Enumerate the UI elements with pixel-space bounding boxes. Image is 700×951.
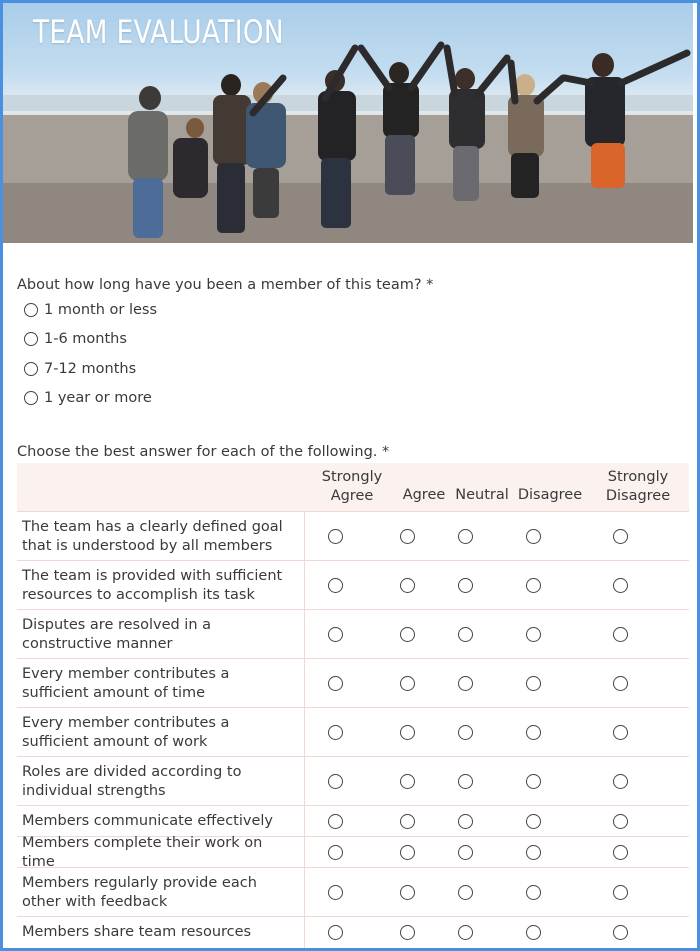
radio-button-neutral[interactable] [458, 814, 473, 829]
matrix-row [17, 756, 689, 806]
matrix-cell-disagree [513, 610, 553, 659]
question2-label: Choose the best answer for each of the following. * [17, 444, 390, 460]
matrix-cell-strongly-agree [315, 610, 355, 659]
row-statement: Members regularly provide each other with feedback [22, 874, 257, 910]
radio-button-strongly-agree[interactable] [328, 676, 343, 691]
radio-button[interactable] [24, 303, 38, 317]
matrix-cell-neutral [445, 512, 485, 561]
radio-button-agree[interactable] [400, 529, 415, 544]
option-label: 1-6 months [44, 331, 127, 347]
question1-label: About how long have you been a member of this team? * [17, 277, 434, 293]
matrix-cell-strongly-disagree [600, 512, 640, 561]
radio-button-neutral[interactable] [458, 529, 473, 544]
matrix-row-label [17, 610, 305, 659]
column-header-strongly-disagree: Strongly Disagree [605, 469, 671, 504]
radio-button-agree[interactable] [400, 627, 415, 642]
matrix-row [17, 609, 689, 659]
matrix-cell-neutral [445, 561, 485, 610]
row-statement: The team is provided with sufficient resources to accomplish its task [22, 567, 283, 603]
option-1-year-or-more[interactable] [24, 388, 152, 408]
matrix-row-label [17, 917, 305, 948]
radio-button-strongly-disagree[interactable] [613, 845, 628, 860]
matrix-row-label [17, 708, 305, 757]
matrix-cell-disagree [513, 757, 553, 806]
matrix-row [17, 916, 689, 948]
matrix-cell-neutral [445, 837, 485, 868]
row-statement: Every member contributes a sufficient amount of work [22, 714, 230, 750]
radio-button-agree[interactable] [400, 676, 415, 691]
matrix-cell-agree [387, 837, 427, 868]
row-statement: Disputes are resolved in a constructive manner [22, 616, 212, 652]
radio-button[interactable] [24, 332, 38, 346]
matrix-cell-strongly-agree [315, 659, 355, 708]
radio-button-disagree[interactable] [526, 925, 541, 940]
matrix-cell-neutral [445, 659, 485, 708]
option-1-month-or-less[interactable] [24, 300, 157, 320]
radio-button-strongly-agree[interactable] [328, 774, 343, 789]
radio-button-strongly-agree[interactable] [328, 725, 343, 740]
radio-button-strongly-agree[interactable] [328, 529, 343, 544]
matrix-cell-disagree [513, 917, 553, 948]
matrix-cell-strongly-agree [315, 868, 355, 917]
radio-button-agree[interactable] [400, 885, 415, 900]
matrix-cell-strongly-agree [315, 561, 355, 610]
matrix-row-label [17, 512, 305, 561]
column-header-agree: Agree [402, 486, 446, 503]
radio-button-neutral[interactable] [458, 725, 473, 740]
matrix-cell-disagree [513, 837, 553, 868]
matrix-cell-strongly-disagree [600, 757, 640, 806]
row-statement: The team has a clearly defined goal that is understood by all members [22, 518, 283, 554]
option-label: 1 month or less [44, 302, 158, 318]
matrix-cell-strongly-disagree [600, 917, 640, 948]
radio-button-disagree[interactable] [526, 845, 541, 860]
matrix-cell-agree [387, 868, 427, 917]
radio-button-strongly-disagree[interactable] [613, 814, 628, 829]
radio-button-disagree[interactable] [526, 885, 541, 900]
matrix-cell-disagree [513, 868, 553, 917]
matrix-row-label [17, 806, 305, 837]
matrix-cell-agree [387, 659, 427, 708]
radio-button-strongly-disagree[interactable] [613, 925, 628, 940]
radio-button-agree[interactable] [400, 725, 415, 740]
matrix-row-label [17, 757, 305, 806]
radio-button-strongly-disagree[interactable] [613, 627, 628, 642]
option-label: 7-12 months [44, 361, 137, 377]
radio-button-strongly-agree[interactable] [328, 885, 343, 900]
radio-button-neutral[interactable] [458, 774, 473, 789]
matrix-cell-neutral [445, 610, 485, 659]
matrix-cell-strongly-disagree [600, 868, 640, 917]
matrix-cell-agree [387, 512, 427, 561]
radio-button-strongly-disagree[interactable] [613, 885, 628, 900]
matrix-cell-strongly-disagree [600, 659, 640, 708]
radio-button-neutral[interactable] [458, 578, 473, 593]
column-header-strongly-agree: Strongly Agree [321, 469, 383, 504]
radio-button-neutral[interactable] [458, 627, 473, 642]
radio-button-strongly-agree[interactable] [328, 925, 343, 940]
option-1-6-months[interactable] [24, 329, 127, 349]
matrix-cell-disagree [513, 512, 553, 561]
radio-button[interactable] [24, 391, 38, 405]
matrix-row [17, 511, 689, 561]
matrix-cell-disagree [513, 708, 553, 757]
matrix-cell-agree [387, 610, 427, 659]
radio-button-agree[interactable] [400, 774, 415, 789]
matrix-row [17, 836, 689, 868]
row-statement: Members share team resources [22, 924, 252, 940]
matrix-cell-strongly-agree [315, 917, 355, 948]
matrix-row-label [17, 561, 305, 610]
page-title: TEAM EVALUATION [33, 13, 284, 51]
matrix-cell-disagree [513, 806, 553, 837]
matrix-row [17, 707, 689, 757]
radio-button-strongly-disagree[interactable] [613, 578, 628, 593]
matrix-row [17, 658, 689, 708]
matrix-cell-disagree [513, 659, 553, 708]
row-statement: Members complete their work on time [22, 834, 263, 870]
radio-button-disagree[interactable] [526, 725, 541, 740]
matrix-cell-strongly-agree [315, 757, 355, 806]
matrix-cell-neutral [445, 917, 485, 948]
matrix-cell-neutral [445, 806, 485, 837]
matrix-cell-neutral [445, 757, 485, 806]
radio-button-agree[interactable] [400, 845, 415, 860]
column-header-neutral: Neutral [455, 486, 509, 503]
option-label: 1 year or more [44, 390, 152, 406]
matrix-cell-strongly-disagree [600, 837, 640, 868]
radio-button-agree[interactable] [400, 578, 415, 593]
matrix-cell-neutral [445, 708, 485, 757]
radio-button-neutral[interactable] [458, 845, 473, 860]
matrix-header [17, 463, 689, 511]
radio-button-strongly-agree[interactable] [328, 845, 343, 860]
radio-button-strongly-disagree[interactable] [613, 529, 628, 544]
radio-button-disagree[interactable] [526, 627, 541, 642]
radio-button[interactable] [24, 362, 38, 376]
radio-button-strongly-disagree[interactable] [613, 774, 628, 789]
matrix-row-label [17, 868, 305, 917]
radio-button-neutral[interactable] [458, 676, 473, 691]
row-statement: Every member contributes a sufficient amount of time [22, 665, 230, 701]
matrix-row [17, 560, 689, 610]
matrix-cell-agree [387, 806, 427, 837]
matrix-row-label [17, 834, 305, 870]
matrix-cell-strongly-agree [315, 512, 355, 561]
matrix-cell-strongly-agree [315, 806, 355, 837]
matrix-cell-strongly-agree [315, 708, 355, 757]
matrix-cell-strongly-agree [315, 837, 355, 868]
radio-button-agree[interactable] [400, 925, 415, 940]
radio-button-neutral[interactable] [458, 925, 473, 940]
column-header-disagree: Disagree [517, 486, 583, 503]
matrix-row [17, 867, 689, 917]
radio-button-strongly-agree[interactable] [328, 627, 343, 642]
row-statement: Members communicate effectively [22, 813, 274, 829]
radio-button-strongly-agree[interactable] [328, 814, 343, 829]
radio-button-disagree[interactable] [526, 578, 541, 593]
radio-button-strongly-disagree[interactable] [613, 676, 628, 691]
radio-button-strongly-disagree[interactable] [613, 725, 628, 740]
radio-button-neutral[interactable] [458, 885, 473, 900]
radio-button-disagree[interactable] [526, 774, 541, 789]
matrix-cell-agree [387, 561, 427, 610]
matrix-cell-strongly-disagree [600, 708, 640, 757]
matrix-cell-strongly-disagree [600, 610, 640, 659]
header-banner-photo [3, 3, 693, 243]
matrix-cell-neutral [445, 868, 485, 917]
matrix-cell-disagree [513, 561, 553, 610]
radio-button-disagree[interactable] [526, 676, 541, 691]
option-7-12-months[interactable] [24, 359, 136, 379]
matrix-row-label [17, 659, 305, 708]
radio-button-agree[interactable] [400, 814, 415, 829]
radio-button-strongly-agree[interactable] [328, 578, 343, 593]
radio-button-disagree[interactable] [526, 529, 541, 544]
matrix-cell-strongly-disagree [600, 561, 640, 610]
row-statement: Roles are divided according to individual strengths [22, 763, 242, 799]
radio-button-disagree[interactable] [526, 814, 541, 829]
matrix-cell-strongly-disagree [600, 806, 640, 837]
matrix-cell-agree [387, 708, 427, 757]
matrix-cell-agree [387, 757, 427, 806]
matrix-row [17, 805, 689, 837]
matrix-cell-agree [387, 917, 427, 948]
